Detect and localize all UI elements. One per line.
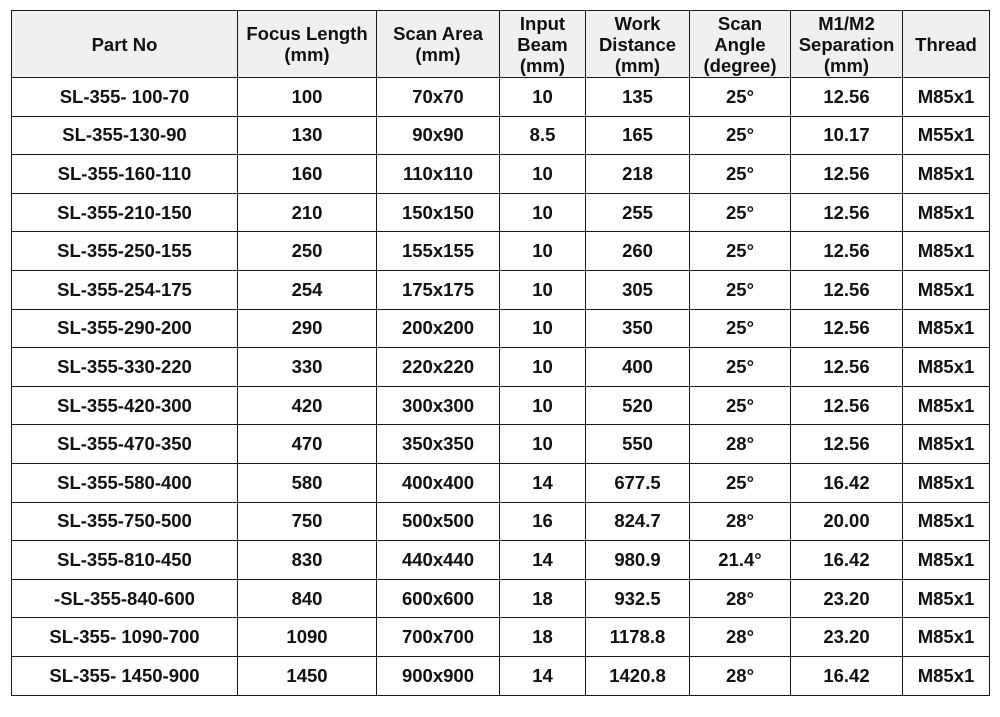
header-part-no xyxy=(12,11,238,78)
spec-table-container xyxy=(11,10,990,696)
cell-m1-m2-separation: 12.56 xyxy=(791,425,903,464)
cell-input-beam: 10 xyxy=(500,270,586,309)
cell-work-distance: 932.5 xyxy=(586,579,690,618)
header-work-distance-line: (mm) xyxy=(614,54,661,76)
table-row xyxy=(12,425,990,464)
table-row xyxy=(12,193,990,232)
cell-m1-m2-separation: 12.56 xyxy=(791,155,903,194)
cell-thread: M55x1 xyxy=(903,116,990,155)
cell-scan-angle: 25° xyxy=(690,348,791,387)
header-work-distance-line: Distance xyxy=(598,33,677,55)
cell-scan-area: 400x400 xyxy=(377,463,500,502)
cell-scan-angle: 25° xyxy=(690,386,791,425)
cell-focus-length: 750 xyxy=(238,502,377,541)
header-input-beam-line: (mm) xyxy=(519,54,566,76)
cell-scan-angle: 25° xyxy=(690,463,791,502)
table-body xyxy=(12,78,990,696)
cell-m1-m2-separation: 23.20 xyxy=(791,618,903,657)
cell-work-distance: 218 xyxy=(586,155,690,194)
table-row xyxy=(12,155,990,194)
cell-work-distance: 520 xyxy=(586,386,690,425)
cell-part-no: SL-355-290-200 xyxy=(12,309,238,348)
header-part-no-line: Part No xyxy=(91,33,158,55)
cell-m1-m2-separation: 12.56 xyxy=(791,78,903,117)
cell-scan-angle: 25° xyxy=(690,193,791,232)
cell-scan-angle: 28° xyxy=(690,425,791,464)
table-row xyxy=(12,232,990,271)
cell-work-distance: 400 xyxy=(586,348,690,387)
cell-work-distance: 255 xyxy=(586,193,690,232)
cell-m1-m2-separation: 12.56 xyxy=(791,309,903,348)
table-row xyxy=(12,656,990,695)
cell-work-distance: 980.9 xyxy=(586,541,690,580)
table-row xyxy=(12,309,990,348)
cell-input-beam: 14 xyxy=(500,541,586,580)
cell-scan-angle: 25° xyxy=(690,116,791,155)
cell-thread: M85x1 xyxy=(903,579,990,618)
cell-scan-area: 500x500 xyxy=(377,502,500,541)
cell-part-no: SL-355-254-175 xyxy=(12,270,238,309)
header-input-beam-line: Input xyxy=(519,12,566,34)
cell-m1-m2-separation: 12.56 xyxy=(791,386,903,425)
cell-scan-area: 110x110 xyxy=(377,155,500,194)
cell-thread: M85x1 xyxy=(903,541,990,580)
cell-thread: M85x1 xyxy=(903,386,990,425)
cell-scan-area: 90x90 xyxy=(377,116,500,155)
cell-focus-length: 1090 xyxy=(238,618,377,657)
cell-focus-length: 254 xyxy=(238,270,377,309)
cell-input-beam: 14 xyxy=(500,656,586,695)
cell-scan-area: 350x350 xyxy=(377,425,500,464)
header-focus-length xyxy=(238,11,377,78)
cell-input-beam: 8.5 xyxy=(500,116,586,155)
cell-scan-area: 700x700 xyxy=(377,618,500,657)
header-focus-length-line: Focus Length xyxy=(246,23,368,44)
cell-work-distance: 1420.8 xyxy=(586,656,690,695)
table-row xyxy=(12,579,990,618)
cell-work-distance: 305 xyxy=(586,270,690,309)
cell-input-beam: 16 xyxy=(500,502,586,541)
cell-scan-area: 200x200 xyxy=(377,309,500,348)
cell-scan-area: 600x600 xyxy=(377,579,500,618)
table-row xyxy=(12,348,990,387)
table-row xyxy=(12,386,990,425)
table-row xyxy=(12,270,990,309)
cell-scan-area: 440x440 xyxy=(377,541,500,580)
cell-work-distance: 260 xyxy=(586,232,690,271)
cell-input-beam: 10 xyxy=(500,348,586,387)
cell-focus-length: 830 xyxy=(238,541,377,580)
cell-input-beam: 14 xyxy=(500,463,586,502)
cell-focus-length: 580 xyxy=(238,463,377,502)
cell-focus-length: 130 xyxy=(238,116,377,155)
header-scan-angle xyxy=(690,11,791,78)
cell-scan-area: 300x300 xyxy=(377,386,500,425)
cell-work-distance: 550 xyxy=(586,425,690,464)
cell-scan-angle: 25° xyxy=(690,155,791,194)
specification-table xyxy=(11,10,990,696)
cell-input-beam: 18 xyxy=(500,579,586,618)
header-input-beam xyxy=(500,11,586,78)
cell-m1-m2-separation: 10.17 xyxy=(791,116,903,155)
cell-work-distance: 135 xyxy=(586,78,690,117)
header-scan-area-line: (mm) xyxy=(415,44,461,65)
cell-focus-length: 420 xyxy=(238,386,377,425)
header-m1-m2-separation-line: (mm) xyxy=(823,54,870,76)
cell-input-beam: 10 xyxy=(500,193,586,232)
cell-part-no: SL-355- 1090-700 xyxy=(12,618,238,657)
cell-part-no: SL-355- 100-70 xyxy=(12,78,238,117)
cell-m1-m2-separation: 12.56 xyxy=(791,270,903,309)
cell-input-beam: 18 xyxy=(500,618,586,657)
cell-m1-m2-separation: 16.42 xyxy=(791,463,903,502)
cell-input-beam: 10 xyxy=(500,425,586,464)
cell-m1-m2-separation: 12.56 xyxy=(791,232,903,271)
cell-scan-angle: 25° xyxy=(690,270,791,309)
cell-part-no: SL-355-810-450 xyxy=(12,541,238,580)
cell-scan-area: 150x150 xyxy=(377,193,500,232)
header-m1-m2-separation-line: M1/M2 xyxy=(818,12,875,34)
cell-part-no: SL-355-210-150 xyxy=(12,193,238,232)
cell-thread: M85x1 xyxy=(903,463,990,502)
cell-scan-area: 900x900 xyxy=(377,656,500,695)
cell-scan-area: 220x220 xyxy=(377,348,500,387)
cell-work-distance: 824.7 xyxy=(586,502,690,541)
cell-part-no: SL-355- 1450-900 xyxy=(12,656,238,695)
cell-scan-angle: 25° xyxy=(690,78,791,117)
cell-part-no: SL-355-330-220 xyxy=(12,348,238,387)
cell-focus-length: 250 xyxy=(238,232,377,271)
cell-scan-angle: 28° xyxy=(690,579,791,618)
cell-focus-length: 160 xyxy=(238,155,377,194)
header-scan-area xyxy=(377,11,500,78)
header-work-distance xyxy=(586,11,690,78)
cell-scan-area: 155x155 xyxy=(377,232,500,271)
cell-thread: M85x1 xyxy=(903,270,990,309)
header-work-distance-line: Work xyxy=(614,12,661,34)
cell-m1-m2-separation: 12.56 xyxy=(791,193,903,232)
table-row xyxy=(12,78,990,117)
cell-focus-length: 100 xyxy=(238,78,377,117)
header-m1-m2-separation xyxy=(791,11,903,78)
header-thread-line: Thread xyxy=(915,33,977,55)
cell-scan-angle: 28° xyxy=(690,502,791,541)
cell-thread: M85x1 xyxy=(903,309,990,348)
cell-part-no: SL-355-250-155 xyxy=(12,232,238,271)
cell-work-distance: 1178.8 xyxy=(586,618,690,657)
cell-scan-angle: 28° xyxy=(690,618,791,657)
cell-thread: M85x1 xyxy=(903,502,990,541)
header-scan-angle-line: (degree) xyxy=(703,54,777,76)
cell-scan-angle: 25° xyxy=(690,309,791,348)
header-scan-angle-line: Angle xyxy=(714,33,766,55)
cell-work-distance: 677.5 xyxy=(586,463,690,502)
header-input-beam-line: Beam xyxy=(517,33,568,55)
cell-m1-m2-separation: 16.42 xyxy=(791,541,903,580)
cell-thread: M85x1 xyxy=(903,193,990,232)
cell-part-no: SL-355-580-400 xyxy=(12,463,238,502)
cell-thread: M85x1 xyxy=(903,78,990,117)
cell-input-beam: 10 xyxy=(500,232,586,271)
cell-input-beam: 10 xyxy=(500,309,586,348)
table-row xyxy=(12,618,990,657)
table-row xyxy=(12,541,990,580)
cell-thread: M85x1 xyxy=(903,618,990,657)
cell-focus-length: 1450 xyxy=(238,656,377,695)
cell-thread: M85x1 xyxy=(903,425,990,464)
table-header-row xyxy=(12,11,990,78)
cell-work-distance: 350 xyxy=(586,309,690,348)
cell-focus-length: 290 xyxy=(238,309,377,348)
cell-focus-length: 210 xyxy=(238,193,377,232)
cell-part-no: SL-355-470-350 xyxy=(12,425,238,464)
table-row xyxy=(12,463,990,502)
cell-part-no: -SL-355-840-600 xyxy=(12,579,238,618)
cell-scan-angle: 28° xyxy=(690,656,791,695)
cell-part-no: SL-355-420-300 xyxy=(12,386,238,425)
header-scan-angle-line: Scan xyxy=(717,12,763,34)
table-row xyxy=(12,116,990,155)
header-focus-length-line: (mm) xyxy=(284,44,330,65)
cell-thread: M85x1 xyxy=(903,348,990,387)
cell-thread: M85x1 xyxy=(903,155,990,194)
cell-input-beam: 10 xyxy=(500,386,586,425)
cell-thread: M85x1 xyxy=(903,656,990,695)
cell-input-beam: 10 xyxy=(500,155,586,194)
cell-part-no: SL-355-130-90 xyxy=(12,116,238,155)
cell-part-no: SL-355-750-500 xyxy=(12,502,238,541)
cell-thread: M85x1 xyxy=(903,232,990,271)
cell-scan-angle: 21.4° xyxy=(690,541,791,580)
cell-scan-area: 175x175 xyxy=(377,270,500,309)
cell-focus-length: 840 xyxy=(238,579,377,618)
cell-part-no: SL-355-160-110 xyxy=(12,155,238,194)
cell-scan-area: 70x70 xyxy=(377,78,500,117)
cell-focus-length: 330 xyxy=(238,348,377,387)
cell-m1-m2-separation: 16.42 xyxy=(791,656,903,695)
cell-focus-length: 470 xyxy=(238,425,377,464)
header-m1-m2-separation-line: Separation xyxy=(798,33,895,55)
cell-input-beam: 10 xyxy=(500,78,586,117)
cell-work-distance: 165 xyxy=(586,116,690,155)
cell-scan-angle: 25° xyxy=(690,232,791,271)
table-row xyxy=(12,502,990,541)
cell-m1-m2-separation: 23.20 xyxy=(791,579,903,618)
cell-m1-m2-separation: 12.56 xyxy=(791,348,903,387)
cell-m1-m2-separation: 20.00 xyxy=(791,502,903,541)
header-thread xyxy=(903,11,990,78)
header-scan-area-line: Scan Area xyxy=(393,23,483,44)
